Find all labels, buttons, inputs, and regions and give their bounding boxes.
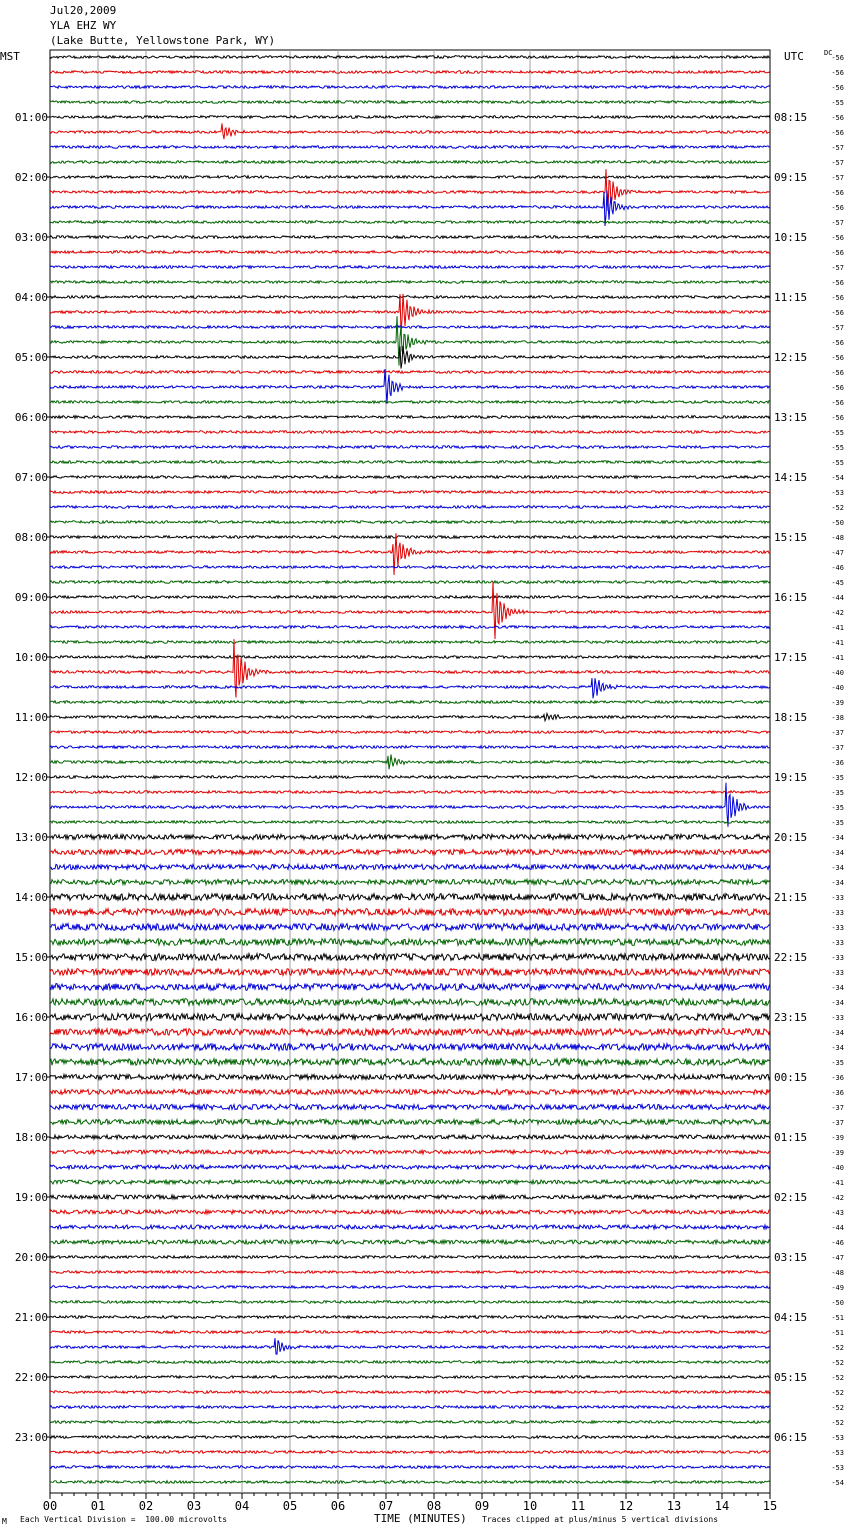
trace-row-93	[50, 1451, 770, 1454]
dc-offset-label: -53	[831, 1434, 844, 1442]
right-hour-label: 14:15	[774, 471, 808, 484]
dc-offset-label: -33	[831, 924, 844, 932]
dc-offset-label: -56	[831, 84, 844, 92]
trace-row-17	[50, 294, 770, 333]
dc-offset-label: -33	[831, 939, 844, 947]
trace-row-37	[50, 581, 770, 639]
trace-row-72	[50, 1135, 770, 1139]
left-hour-label: 09:00	[14, 591, 48, 604]
dc-offset-label: -50	[831, 1299, 844, 1307]
dc-offset-label: -44	[831, 1224, 844, 1232]
dc-offset-label: -40	[831, 684, 844, 692]
right-hour-label: 01:15	[774, 1131, 808, 1144]
trace-row-42	[50, 678, 770, 698]
dc-offset-label: -56	[831, 54, 844, 62]
left-hour-label: 16:00	[14, 1011, 48, 1024]
dc-offset-label: -56	[831, 114, 844, 122]
trace-row-35	[50, 581, 770, 584]
dc-offset-label: -57	[831, 219, 844, 227]
footer-scale-note: Each Vertical Division = 100.00 microvolts	[20, 1515, 228, 1524]
trace-row-86	[50, 1338, 770, 1354]
trace-row-41	[50, 639, 770, 698]
dc-offset-label: -48	[831, 1269, 844, 1277]
dc-offset-label: -44	[831, 594, 844, 602]
trace-row-53	[50, 849, 770, 854]
trace-row-71	[50, 1119, 770, 1124]
right-hour-label: 17:15	[774, 651, 808, 664]
dc-offset-label: -40	[831, 1164, 844, 1172]
trace-row-30	[50, 506, 770, 509]
x-tick-label: 02	[138, 1499, 154, 1513]
dc-offset-label: -56	[831, 384, 844, 392]
trace-row-6	[50, 146, 770, 149]
dc-offset-label: -56	[831, 354, 844, 362]
right-hour-label: 02:15	[774, 1191, 808, 1204]
dc-offset-label: -49	[831, 1284, 844, 1292]
right-hour-label: 09:15	[774, 171, 808, 184]
trace-row-61	[50, 969, 770, 976]
dc-offset-label: -41	[831, 639, 844, 647]
trace-row-39	[50, 641, 770, 644]
trace-row-55	[50, 879, 770, 884]
dc-offset-label: -56	[831, 189, 844, 197]
trace-row-79	[50, 1240, 770, 1244]
dc-offset-label: -54	[831, 1479, 844, 1487]
trace-row-36	[50, 596, 770, 599]
dc-offset-label: -57	[831, 264, 844, 272]
corner-mark: M	[2, 1517, 7, 1526]
dc-offset-label: -34	[831, 834, 844, 842]
trace-row-89	[50, 1391, 770, 1394]
trace-row-80	[50, 1256, 770, 1259]
trace-row-16	[50, 296, 770, 299]
left-hour-label: 14:00	[14, 891, 48, 904]
trace-row-24	[50, 416, 770, 419]
trace-row-84	[50, 1316, 770, 1319]
trace-row-66	[50, 1044, 770, 1051]
dc-offset-label: -45	[831, 579, 844, 587]
dc-offset-label: -39	[831, 1134, 844, 1142]
dc-offset-label: -52	[831, 1374, 844, 1382]
dc-offset-label: -56	[831, 249, 844, 257]
dc-offset-label: -52	[831, 1419, 844, 1427]
trace-row-67	[50, 1059, 770, 1066]
footer-clip-note: Traces clipped at plus/minus 5 vertical divisions	[482, 1515, 719, 1524]
dc-offset-label: -38	[831, 714, 844, 722]
trace-row-50	[50, 783, 770, 827]
dc-label: DC	[824, 49, 833, 57]
dc-offset-label: -34	[831, 999, 844, 1007]
trace-row-56	[50, 894, 770, 901]
right-hour-label: 21:15	[774, 891, 808, 904]
dc-offset-label: -39	[831, 1149, 844, 1157]
dc-offset-label: -37	[831, 1104, 844, 1112]
left-hour-label: 07:00	[14, 471, 48, 484]
dc-offset-label: -56	[831, 279, 844, 287]
trace-row-45	[50, 731, 770, 734]
dc-offset-label: -55	[831, 99, 844, 107]
trace-row-48	[50, 776, 770, 779]
trace-row-23	[50, 401, 770, 404]
trace-row-88	[50, 1376, 770, 1379]
dc-offset-label: -35	[831, 774, 844, 782]
right-hour-label: 05:15	[774, 1371, 808, 1384]
dc-offset-label: -37	[831, 744, 844, 752]
dc-offset-label: -55	[831, 444, 844, 452]
dc-offset-label: -47	[831, 549, 844, 557]
trace-row-26	[50, 446, 770, 449]
trace-row-47	[50, 755, 770, 770]
right-hour-label: 16:15	[774, 591, 808, 604]
right-hour-label: 08:15	[774, 111, 808, 124]
trace-row-20	[50, 346, 770, 369]
dc-offset-label: -52	[831, 1344, 844, 1352]
dc-offset-label: -35	[831, 789, 844, 797]
x-tick-label: 15	[762, 1499, 778, 1513]
trace-row-22	[50, 369, 770, 404]
right-hour-label: 15:15	[774, 531, 808, 544]
trace-row-60	[50, 954, 770, 961]
trace-row-64	[50, 1014, 770, 1021]
trace-row-38	[50, 626, 770, 629]
dc-offset-label: -56	[831, 399, 844, 407]
dc-offset-label: -33	[831, 909, 844, 917]
x-tick-label: 13	[666, 1499, 682, 1513]
dc-offset-label: -53	[831, 1464, 844, 1472]
right-hour-label: 03:15	[774, 1251, 808, 1264]
right-hour-label: 22:15	[774, 951, 808, 964]
trace-row-82	[50, 1286, 770, 1289]
trace-row-8	[50, 176, 770, 179]
left-hour-label: 17:00	[14, 1071, 48, 1084]
trace-row-2	[50, 86, 770, 89]
dc-offset-label: -34	[831, 879, 844, 887]
dc-offset-label: -33	[831, 969, 844, 977]
dc-offset-label: -56	[831, 129, 844, 137]
trace-row-74	[50, 1165, 770, 1169]
dc-offset-label: -57	[831, 324, 844, 332]
trace-row-63	[50, 999, 770, 1006]
right-hour-label: 11:15	[774, 291, 808, 304]
trace-row-5	[50, 123, 770, 139]
trace-row-85	[50, 1331, 770, 1334]
x-tick-label: 03	[186, 1499, 202, 1513]
dc-offset-label: -40	[831, 669, 844, 677]
trace-row-65	[50, 1029, 770, 1036]
dc-offset-label: -34	[831, 849, 844, 857]
dc-offset-label: -36	[831, 759, 844, 767]
x-tick-label: 14	[714, 1499, 730, 1513]
dc-offset-label: -41	[831, 654, 844, 662]
left-hour-label: 19:00	[14, 1191, 48, 1204]
trace-row-49	[50, 791, 770, 794]
trace-row-18	[50, 326, 770, 329]
left-hour-label: 05:00	[14, 351, 48, 364]
dc-offset-label: -52	[831, 504, 844, 512]
dc-offset-label: -55	[831, 429, 844, 437]
dc-offset-label: -33	[831, 1014, 844, 1022]
dc-offset-label: -36	[831, 1074, 844, 1082]
x-tick-label: 01	[90, 1499, 106, 1513]
trace-row-69	[50, 1089, 770, 1094]
x-tick-label: 11	[570, 1499, 586, 1513]
trace-row-58	[50, 924, 770, 931]
header-date: Jul20,2009	[50, 4, 117, 17]
right-hour-label: 20:15	[774, 831, 808, 844]
trace-row-83	[50, 1301, 770, 1304]
header-station: YLA EHZ WY	[50, 19, 117, 32]
left-hour-label: 13:00	[14, 831, 48, 844]
dc-offset-label: -56	[831, 69, 844, 77]
trace-row-95	[50, 1481, 770, 1484]
x-axis-title: TIME (MINUTES)	[374, 1512, 467, 1525]
left-hour-label: 11:00	[14, 711, 48, 724]
dc-offset-label: -33	[831, 894, 844, 902]
right-timezone-label: UTC	[784, 50, 804, 63]
trace-row-11	[50, 221, 770, 224]
trace-row-94	[50, 1466, 770, 1469]
dc-offset-label: -50	[831, 519, 844, 527]
dc-offset-label: -46	[831, 564, 844, 572]
dc-offset-label: -52	[831, 1389, 844, 1397]
trace-row-21	[50, 371, 770, 374]
trace-row-87	[50, 1361, 770, 1364]
x-tick-label: 00	[42, 1499, 58, 1513]
dc-offset-label: -56	[831, 294, 844, 302]
dc-offset-label: -57	[831, 144, 844, 152]
trace-row-68	[50, 1074, 770, 1079]
left-hour-label: 06:00	[14, 411, 48, 424]
dc-offset-label: -46	[831, 1239, 844, 1247]
dc-offset-label: -35	[831, 819, 844, 827]
trace-row-76	[50, 1195, 770, 1199]
left-hour-label: 04:00	[14, 291, 48, 304]
trace-row-7	[50, 161, 770, 164]
trace-row-59	[50, 939, 770, 946]
left-hour-label: 22:00	[14, 1371, 48, 1384]
trace-row-4	[50, 116, 770, 119]
x-tick-label: 05	[282, 1499, 298, 1513]
left-hour-label: 10:00	[14, 651, 48, 664]
dc-offset-label: -33	[831, 954, 844, 962]
header-location: (Lake Butte, Yellowstone Park, WY)	[50, 34, 276, 47]
right-hour-label: 18:15	[774, 711, 808, 724]
trace-row-73	[50, 1150, 770, 1154]
left-timezone-label: MST	[0, 50, 20, 63]
trace-row-92	[50, 1436, 770, 1439]
dc-offset-label: -56	[831, 414, 844, 422]
dc-offset-label: -37	[831, 729, 844, 737]
trace-row-0	[50, 56, 770, 59]
right-hour-label: 23:15	[774, 1011, 808, 1024]
right-hour-label: 12:15	[774, 351, 808, 364]
trace-row-3	[50, 101, 770, 104]
dc-offset-label: -41	[831, 624, 844, 632]
trace-row-51	[50, 821, 770, 824]
dc-offset-label: -52	[831, 1404, 844, 1412]
trace-row-10	[50, 190, 770, 226]
trace-row-75	[50, 1180, 770, 1184]
left-hour-label: 23:00	[14, 1431, 48, 1444]
trace-row-34	[50, 566, 770, 569]
right-hour-label: 13:15	[774, 411, 808, 424]
trace-row-40	[50, 656, 770, 659]
right-hour-label: 19:15	[774, 771, 808, 784]
x-tick-label: 09	[474, 1499, 490, 1513]
trace-row-14	[50, 266, 770, 269]
dc-offset-label: -56	[831, 309, 844, 317]
dc-offset-label: -37	[831, 1119, 844, 1127]
dc-offset-label: -42	[831, 1194, 844, 1202]
x-tick-label: 12	[618, 1499, 634, 1513]
left-hour-label: 02:00	[14, 171, 48, 184]
trace-row-15	[50, 281, 770, 284]
left-hour-label: 21:00	[14, 1311, 48, 1324]
dc-offset-label: -56	[831, 234, 844, 242]
dc-offset-label: -52	[831, 1359, 844, 1367]
left-hour-label: 12:00	[14, 771, 48, 784]
left-hour-label: 08:00	[14, 531, 48, 544]
dc-offset-label: -56	[831, 369, 844, 377]
dc-offset-label: -56	[831, 339, 844, 347]
right-hour-label: 06:15	[774, 1431, 808, 1444]
dc-offset-label: -42	[831, 609, 844, 617]
dc-offset-label: -47	[831, 1254, 844, 1262]
left-hour-label: 01:00	[14, 111, 48, 124]
dc-offset-label: -54	[831, 474, 844, 482]
dc-offset-label: -36	[831, 1089, 844, 1097]
trace-row-13	[50, 251, 770, 254]
dc-offset-label: -39	[831, 699, 844, 707]
trace-row-33	[50, 533, 770, 575]
x-tick-label: 07	[378, 1499, 394, 1513]
dc-offset-label: -57	[831, 159, 844, 167]
dc-offset-label: -35	[831, 1059, 844, 1067]
dc-offset-label: -35	[831, 804, 844, 812]
trace-row-70	[50, 1104, 770, 1109]
trace-row-43	[50, 701, 770, 704]
dc-offset-label: -53	[831, 489, 844, 497]
dc-offset-label: -51	[831, 1314, 844, 1322]
x-tick-label: 04	[234, 1499, 250, 1513]
dc-offset-label: -34	[831, 1029, 844, 1037]
trace-row-29	[50, 491, 770, 494]
trace-row-28	[50, 476, 770, 479]
trace-row-52	[50, 834, 770, 839]
trace-row-25	[50, 431, 770, 434]
x-tick-label: 10	[522, 1499, 538, 1513]
trace-row-90	[50, 1406, 770, 1409]
dc-offset-label: -48	[831, 534, 844, 542]
dc-offset-label: -41	[831, 1179, 844, 1187]
trace-row-31	[50, 521, 770, 524]
trace-row-77	[50, 1210, 770, 1214]
right-hour-label: 10:15	[774, 231, 808, 244]
trace-row-57	[50, 909, 770, 916]
dc-offset-label: -43	[831, 1209, 844, 1217]
trace-row-1	[50, 71, 770, 74]
trace-row-78	[50, 1225, 770, 1229]
dc-offset-label: -53	[831, 1449, 844, 1457]
dc-offset-label: -34	[831, 864, 844, 872]
trace-row-9	[50, 169, 770, 211]
trace-row-54	[50, 864, 770, 869]
x-tick-label: 08	[426, 1499, 442, 1513]
right-hour-label: 04:15	[774, 1311, 808, 1324]
dc-offset-label: -55	[831, 459, 844, 467]
trace-row-27	[50, 461, 770, 464]
dc-offset-label: -34	[831, 1044, 844, 1052]
left-hour-label: 03:00	[14, 231, 48, 244]
dc-offset-label: -34	[831, 984, 844, 992]
trace-row-91	[50, 1421, 770, 1424]
right-hour-label: 00:15	[774, 1071, 808, 1084]
trace-row-62	[50, 984, 770, 991]
trace-row-44	[50, 714, 770, 721]
left-hour-label: 20:00	[14, 1251, 48, 1264]
dc-offset-label: -56	[831, 204, 844, 212]
x-tick-label: 06	[330, 1499, 346, 1513]
trace-row-32	[50, 536, 770, 539]
left-hour-label: 15:00	[14, 951, 48, 964]
trace-row-46	[50, 746, 770, 749]
left-hour-label: 18:00	[14, 1131, 48, 1144]
dc-offset-label: -57	[831, 174, 844, 182]
dc-offset-label: -51	[831, 1329, 844, 1337]
trace-row-81	[50, 1271, 770, 1274]
trace-row-12	[50, 236, 770, 239]
